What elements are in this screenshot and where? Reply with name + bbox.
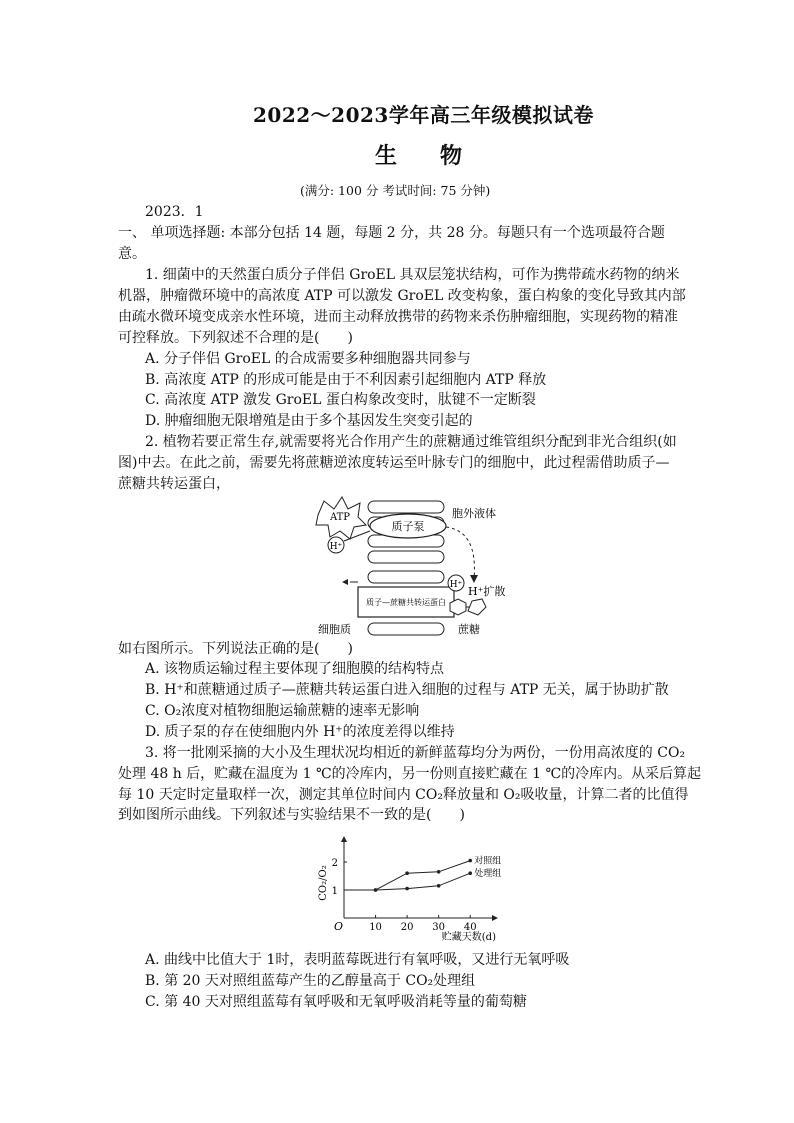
exam-meta: (满分: 100 分 考试时间: 75 分钟) (300, 183, 491, 198)
series-point (405, 871, 409, 875)
origin-label: O (334, 920, 344, 933)
series-point (437, 884, 441, 888)
q2-stem-after: 如右图所示。下列说法正确的是( ) (118, 641, 353, 657)
y-tick-label: 1 (331, 886, 338, 897)
series-point (468, 871, 472, 875)
series-point (437, 870, 441, 874)
outside-fluid-label: 胞外液体 (452, 507, 496, 520)
glucose-ring-icon (450, 599, 466, 615)
q1-option-d: D. 肿瘤细胞无限增殖是由于多个基因发生突变引起的 (145, 413, 473, 429)
series-point (374, 888, 378, 892)
q3-stem-line: 到如图所示曲线。下列叙述与实验结果不一致的是( ) (118, 807, 465, 823)
series-label: 处理组 (474, 869, 502, 880)
page-title: 2022～2023学年高三年级模拟试卷 (253, 103, 594, 127)
q1-stem-line: 可控释放。下列叙述不合理的是( ) (118, 330, 353, 346)
q3-stem-line: 处理 48 h 后，贮藏在温度为 1 ℃的冷库内，另一份则直接贮藏在 1 ℃的冷库内。从采后算起 (118, 766, 702, 782)
q3-stem-line: 每 10 天定时定量取样一次，测定其单位时间内 CO₂释放量和 O₂吸收量，计算二者的比值得 (118, 787, 689, 803)
q1-option-a: A. 分子伴侣 GroEL 的合成需要多种细胞器共同参与 (145, 351, 471, 367)
proton-pump-label: 质子泵 (391, 520, 425, 533)
section-heading: 一、 单项选择题: 本部分包括 14 题，每题 2 分，共 28 分。每题只有一个选项最符合题 (118, 225, 665, 241)
q3-stem-line: 3. 将一批刚采摘的大小及生理状况均相近的新鲜蓝莓均分为两份，一份用高浓度的 CO₂ (145, 745, 686, 761)
q2-option-c: C. O₂浓度对植物细胞运输蔗糖的速率无影响 (145, 703, 420, 719)
diffusion-arc (446, 527, 474, 579)
q1-stem-line: 由疏水微环境变成亲水性环境，进而主动释放携带的药物来杀伤肿瘤细胞，实现药物的精准 (118, 309, 678, 325)
x-axis-label: 贮藏天数(d) (441, 932, 496, 943)
sucrose-label: 蔗糖 (458, 623, 480, 636)
q1-stem-line: 机器，肿瘤微环境中的高浓度 ATP 可以激发 GroEL 改变构象，蛋白构象的变化导致其内部 (118, 288, 686, 304)
h-diffuse-label: H⁺扩散 (468, 585, 506, 598)
q3-option-a: A. 曲线中比值大于 1时，表明蓝莓既进行有氧呼吸，又进行无氧呼吸 (145, 952, 570, 968)
q2-stem-line: 图)中去。在此之前，需要先将蔗糖逆浓度转运至叶脉专门的细胞中，此过程需借助质子— (118, 455, 670, 471)
series-label: 对照组 (474, 856, 502, 867)
exam-date: 2023．1 (145, 204, 204, 220)
q2-stem-line: 蔗糖共转运蛋白， (118, 476, 230, 492)
q2-option-b: B. H⁺和蔗糖通过质子—蔗糖共转运蛋白进入细胞的过程与 ATP 无关，属于协助扩散 (145, 682, 669, 698)
subject-char-2: 物 (440, 143, 465, 169)
membrane-transport-diagram (310, 495, 520, 640)
section-heading-cont: 意。 (118, 246, 146, 262)
q1-stem-line: 1. 细菌中的天然蛋白质分子伴侣 GroEL 具双层笼状结构，可作为携带疏水药物的纳米 (145, 267, 680, 283)
y-axis-arrow (341, 836, 347, 842)
q3-option-b: B. 第 20 天对照组蓝莓产生的乙醇量高于 CO₂处理组 (145, 973, 476, 989)
x-tick-label: 30 (432, 922, 446, 933)
y-axis-label: CO₂/O₂ (318, 865, 329, 901)
x-tick-label: 20 (400, 922, 414, 933)
x-tick-label: 10 (369, 922, 382, 933)
series-point (468, 859, 472, 863)
q2-option-a: A. 该物质运输过程主要体现了细胞膜的结构特点 (145, 661, 445, 677)
y-tick-label: 2 (331, 858, 338, 869)
fructose-ring-icon (468, 599, 486, 615)
cytoplasm-label: 细胞质 (318, 623, 351, 636)
atp-label: ATP (329, 512, 351, 523)
subject-char-1: 生 (375, 143, 400, 169)
q2-option-d: D. 质子泵的存在使细胞内外 H⁺的浓度差得以维持 (145, 724, 455, 740)
q3-option-c: C. 第 40 天对照组蓝莓有氧呼吸和无氧呼吸消耗等量的葡萄糖 (145, 994, 527, 1010)
x-axis-arrow (492, 915, 498, 921)
series-point (405, 887, 409, 891)
series-line-1 (344, 861, 470, 890)
ratio-line-chart (318, 834, 508, 946)
h-ion-label: H⁺ (329, 542, 343, 552)
cotransporter-label: 质子—蔗糖共转运蛋白 (366, 598, 446, 607)
q1-option-b: B. 高浓度 ATP 的形成可能是由于不利因素引起细胞内 ATP 释放 (145, 372, 547, 388)
svg-text:H⁺: H⁺ (449, 580, 463, 590)
q1-option-c: C. 高浓度 ATP 激发 GroEL 蛋白构象改变时，肽键不一定断裂 (145, 392, 536, 408)
q2-stem-line: 2. 植物若要正常生存,就需要将光合作用产生的蔗糖通过维管组织分配到非光合组织(如 (145, 434, 677, 450)
x-tick-label: 40 (463, 922, 477, 933)
